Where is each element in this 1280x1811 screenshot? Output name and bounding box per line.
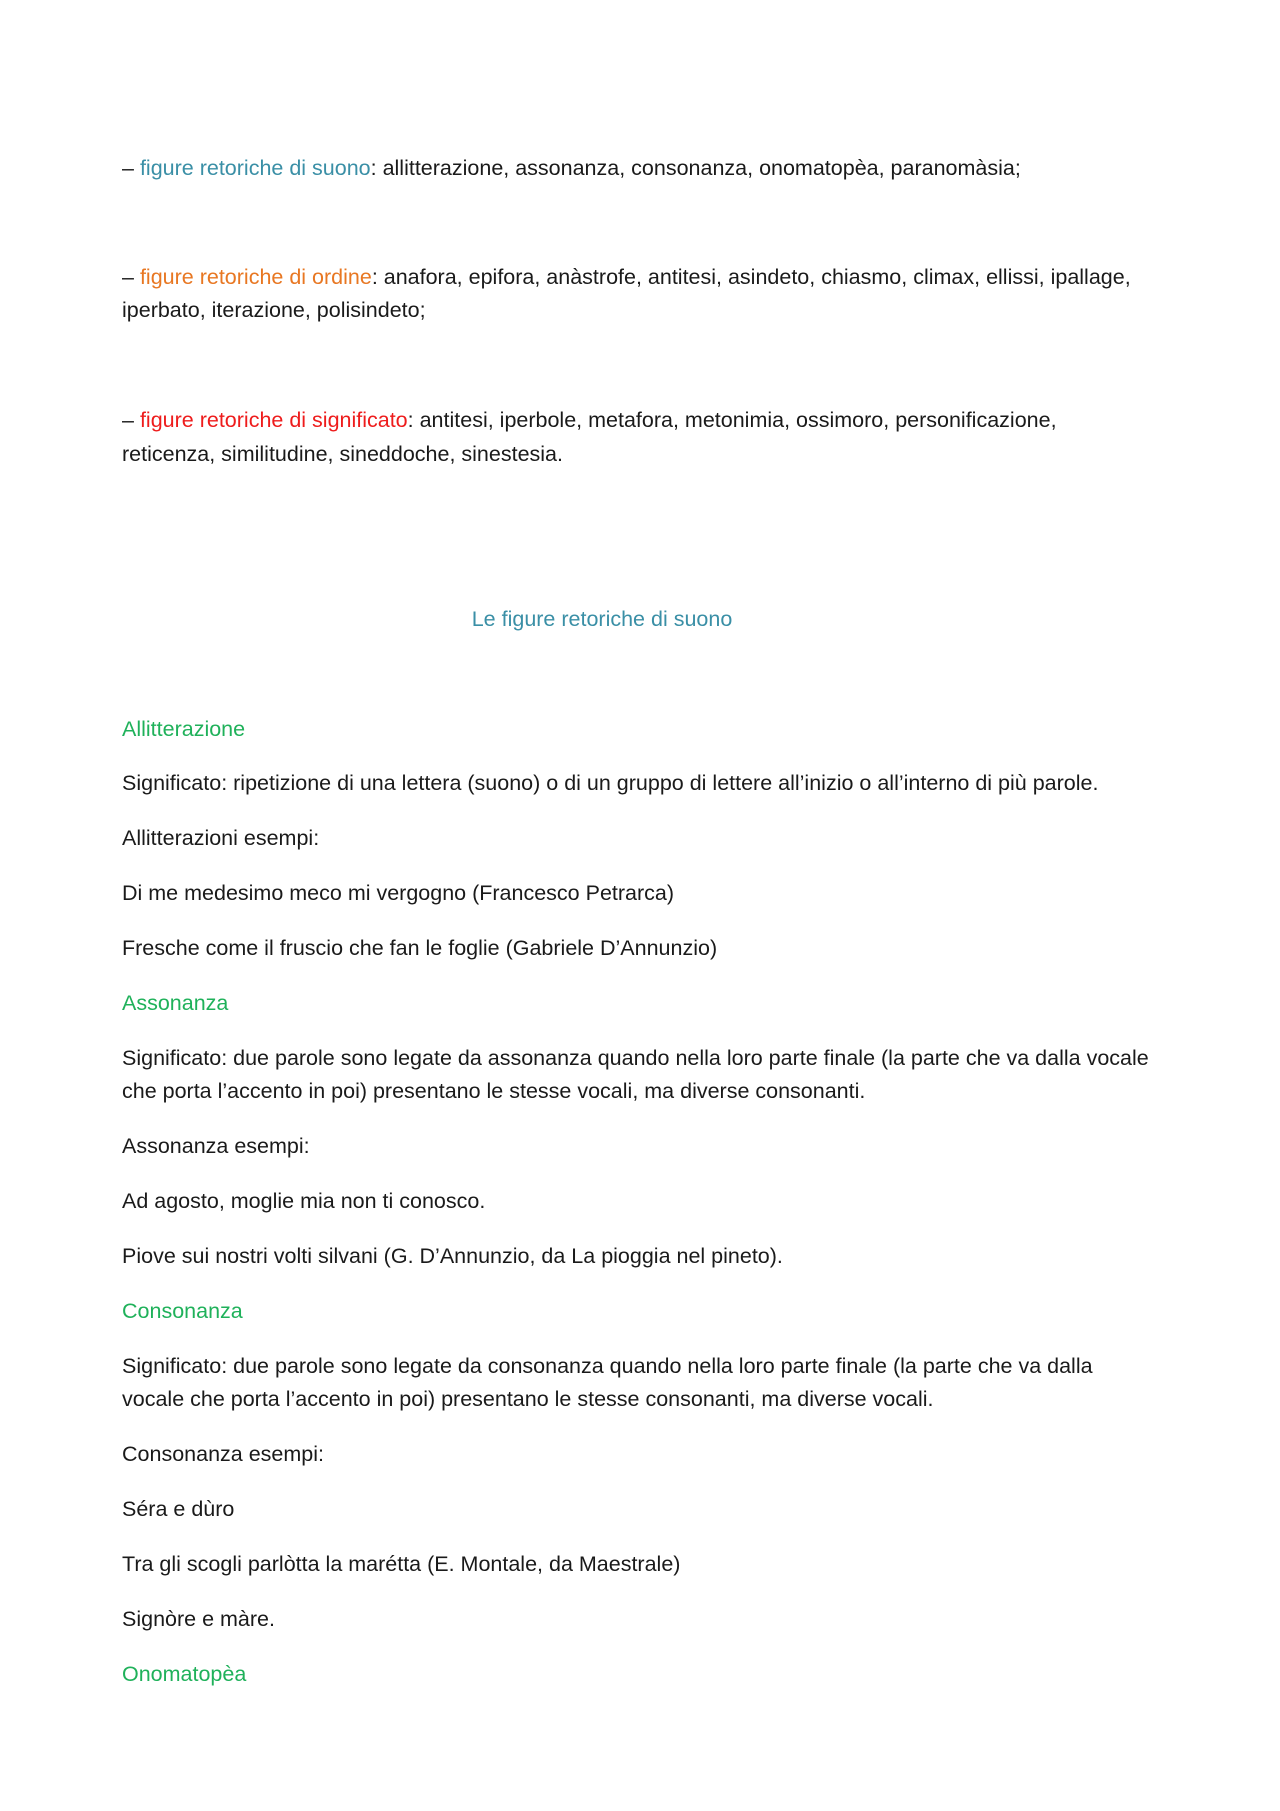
category-suono-label: figure retoriche di suono — [139, 156, 371, 180]
allitterazione-example-1: Di me medesimo meco mi vergogno (Francesco Petrarca) — [122, 881, 675, 905]
onomatopea-heading: Onomatopèa — [122, 1662, 247, 1686]
assonanza-meaning-1: Significato: due parole sono legate da assonanza quando nella loro parte finale (la parte che va dalla vocale — [122, 1046, 1149, 1070]
allitterazione-heading: Allitterazione — [122, 717, 246, 741]
category-ordine-label: figure retoriche di ordine — [139, 265, 372, 289]
category-significato-label: figure retoriche di significato — [139, 408, 408, 432]
category-ordine-text: : anafora, epifora, anàstrofe, antitesi, asindeto, chiasmo, climax, ellissi, ipallage, — [371, 265, 1131, 289]
dash: – — [122, 156, 134, 180]
category-ordine-line-2 — [122, 294, 1162, 327]
consonanza-heading: Consonanza — [122, 1299, 243, 1323]
dash: – — [122, 408, 134, 432]
category-ordine-line — [122, 261, 1162, 294]
assonanza-meaning-2: che porta l’accento in poi) presentano le stesse vocali, ma diverse consonanti. — [122, 1079, 866, 1103]
consonanza-example-2: Tra gli scogli parlòtta la marétta (E. Montale, da Maestrale) — [122, 1552, 681, 1576]
category-significato-text-2: reticenza, similitudine, sineddoche, sinestesia. — [122, 442, 563, 466]
assonanza-examples-label: Assonanza esempi: — [122, 1134, 310, 1158]
section-title: Le figure retoriche di suono — [471, 607, 733, 631]
category-suono-text: : allitterazione, assonanza, consonanza, onomatopèa, paranomàsia; — [370, 156, 1021, 180]
consonanza-meaning-2: vocale che porta l’accento in poi) presentano le stesse consonanti, ma diverse vocali. — [122, 1387, 934, 1411]
assonanza-heading: Assonanza — [122, 991, 229, 1015]
assonanza-example-1: Ad agosto, moglie mia non ti conosco. — [122, 1189, 486, 1213]
category-suono-line — [122, 152, 1162, 185]
category-ordine-text-2: iperbato, iterazione, polisindeto; — [122, 298, 426, 322]
allitterazione-examples-label: Allitterazioni esempi: — [122, 826, 320, 850]
allitterazione-example-2: Fresche come il fruscio che fan le foglie (Gabriele D’Annunzio) — [122, 936, 718, 960]
category-significato-text: : antitesi, iperbole, metafora, metonimia, ossimoro, personificazione, — [407, 408, 1057, 432]
dash: – — [122, 265, 134, 289]
category-significato-line-2 — [122, 438, 1162, 471]
assonanza-example-2: Piove sui nostri volti silvani (G. D’Annunzio, da La pioggia nel pineto). — [122, 1244, 783, 1268]
category-significato-line — [122, 404, 1162, 437]
consonanza-example-3: Signòre e màre. — [122, 1607, 275, 1631]
allitterazione-meaning: Significato: ripetizione di una lettera (suono) o di un gruppo di lettere all’inizio o all’interno di più parole. — [122, 771, 1099, 795]
consonanza-examples-label: Consonanza esempi: — [122, 1442, 324, 1466]
consonanza-meaning-1: Significato: due parole sono legate da consonanza quando nella loro parte finale (la parte che va dalla — [122, 1354, 1093, 1378]
consonanza-example-1: Séra e dùro — [122, 1497, 235, 1521]
